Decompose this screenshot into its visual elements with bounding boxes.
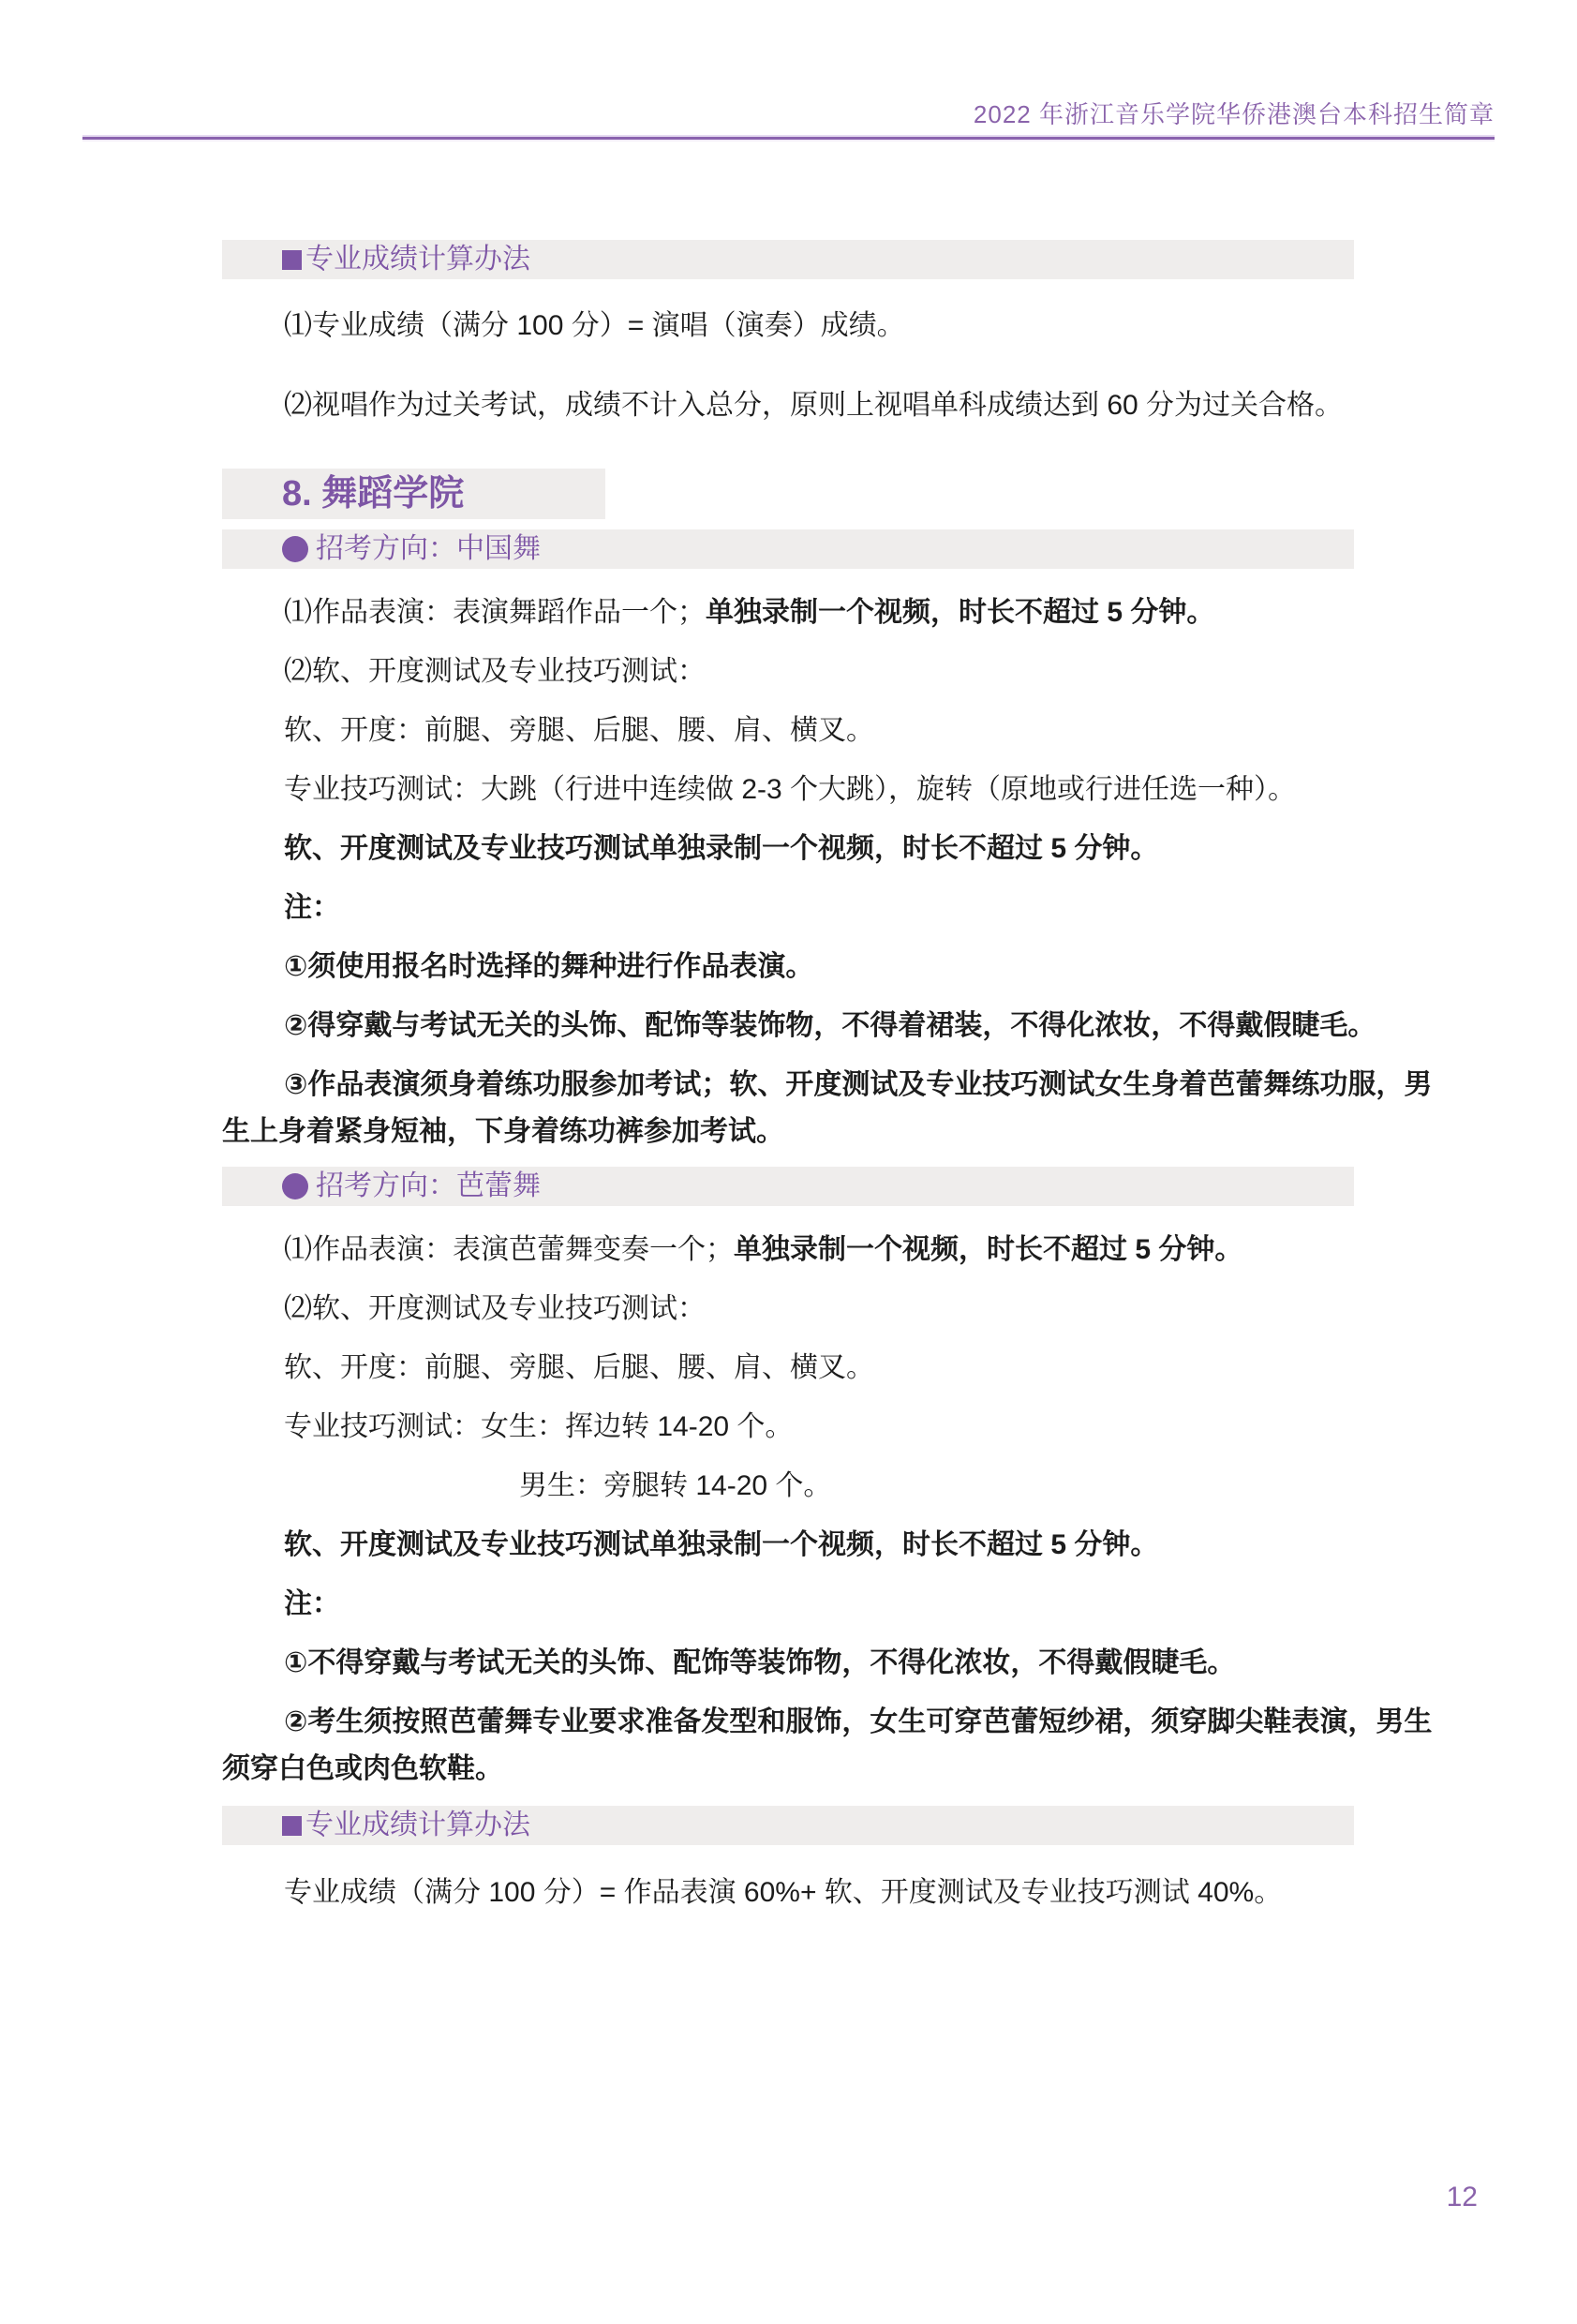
section-title-dance-school: 8. 舞蹈学院 [222,469,605,519]
text-run: ⑴作品表演：表演芭蕾舞变奏一个； [284,1234,734,1265]
note-item: ②得穿戴与考试无关的头饰、配饰等装饰物，不得着裙装，不得化浓妆，不得戴假睫毛。 [284,1010,1376,1041]
paragraph: ⑴专业成绩（满分 100 分）= 演唱（演奏）成绩。 [284,310,905,341]
header-divider-rule [82,137,1495,140]
paragraph-bold: 软、开度测试及专业技巧测试单独录制一个视频，时长不超过 5 分钟。 [284,833,1159,864]
note-item: ③作品表演须身着练功服参加考试；软、开度测试及专业技巧测试女生身着芭蕾舞练功服，男生上身着紧身短袖，下身着练功裤参加考试。 [222,1069,1433,1147]
paragraph: 专业成绩（满分 100 分）= 作品表演 60%+ 软、开度测试及专业技巧测试 40%。 [284,1877,1283,1908]
note-item: ②考生须按照芭蕾舞专业要求准备发型和服饰，女生可穿芭蕾短纱裙，须穿脚尖鞋表演，男生须穿白色或肉色软鞋。 [222,1706,1433,1784]
text-run-bold: 单独录制一个视频，时长不超过 5 分钟。 [706,597,1215,628]
paragraph: ⑵软、开度测试及专业技巧测试： [284,656,706,687]
subsection-bar-label: 招考方向：芭蕾舞 [316,1170,541,1201]
paragraph: 专业技巧测试：大跳（行进中连续做 2-3 个大跳），旋转（原地或行进任选一种）。 [284,774,1297,805]
note-item: ①不得穿戴与考试无关的头饰、配饰等装饰物，不得化浓妆，不得戴假睫毛。 [284,1647,1236,1678]
section-bar-label: 专业成绩计算办法 [305,1810,530,1840]
note-label: 注： [284,892,340,923]
section-bar-score-calc [222,240,1354,279]
circle-bullet-icon [282,536,308,562]
circle-bullet-icon [282,1173,308,1199]
paragraph: 软、开度：前腿、旁腿、后腿、腰、肩、横叉。 [284,1352,874,1383]
text-run: ⑴作品表演：表演舞蹈作品一个； [284,597,706,628]
page-number: 12 [1446,2182,1478,2212]
subsection-bar-label: 招考方向：中国舞 [316,533,541,564]
square-bullet-icon [282,1816,302,1836]
note-label: 注： [284,1588,340,1619]
note-item: ①须使用报名时选择的舞种进行作品表演。 [284,951,814,982]
section-bar-label: 专业成绩计算办法 [305,244,530,275]
paragraph-bold: 软、开度测试及专业技巧测试单独录制一个视频，时长不超过 5 分钟。 [284,1529,1159,1560]
paragraph [222,1227,1436,1274]
text-run-bold: 单独录制一个视频，时长不超过 5 分钟。 [734,1234,1243,1265]
section-bar-score-calc-dance [222,1806,1354,1845]
paragraph: 男生：旁腿转 14-20 个。 [519,1470,832,1501]
document-body [222,240,1436,1916]
square-bullet-icon [282,250,302,270]
paragraph: 专业技巧测试：女生：挥边转 14-20 个。 [284,1411,794,1442]
paragraph: ⑵视唱作为过关考试，成绩不计入总分，原则上视唱单科成绩达到 60 分为过关合格。 [284,390,1344,421]
subsection-bar-ballet [222,1167,1354,1206]
page-header-title: 2022 年浙江音乐学院华侨港澳台本科招生简章 [973,100,1495,128]
subsection-bar-chinese-dance [222,529,1354,569]
paragraph: ⑵软、开度测试及专业技巧测试： [284,1293,706,1324]
paragraph: 软、开度：前腿、旁腿、后腿、腰、肩、横叉。 [284,715,874,746]
paragraph [222,589,1436,636]
